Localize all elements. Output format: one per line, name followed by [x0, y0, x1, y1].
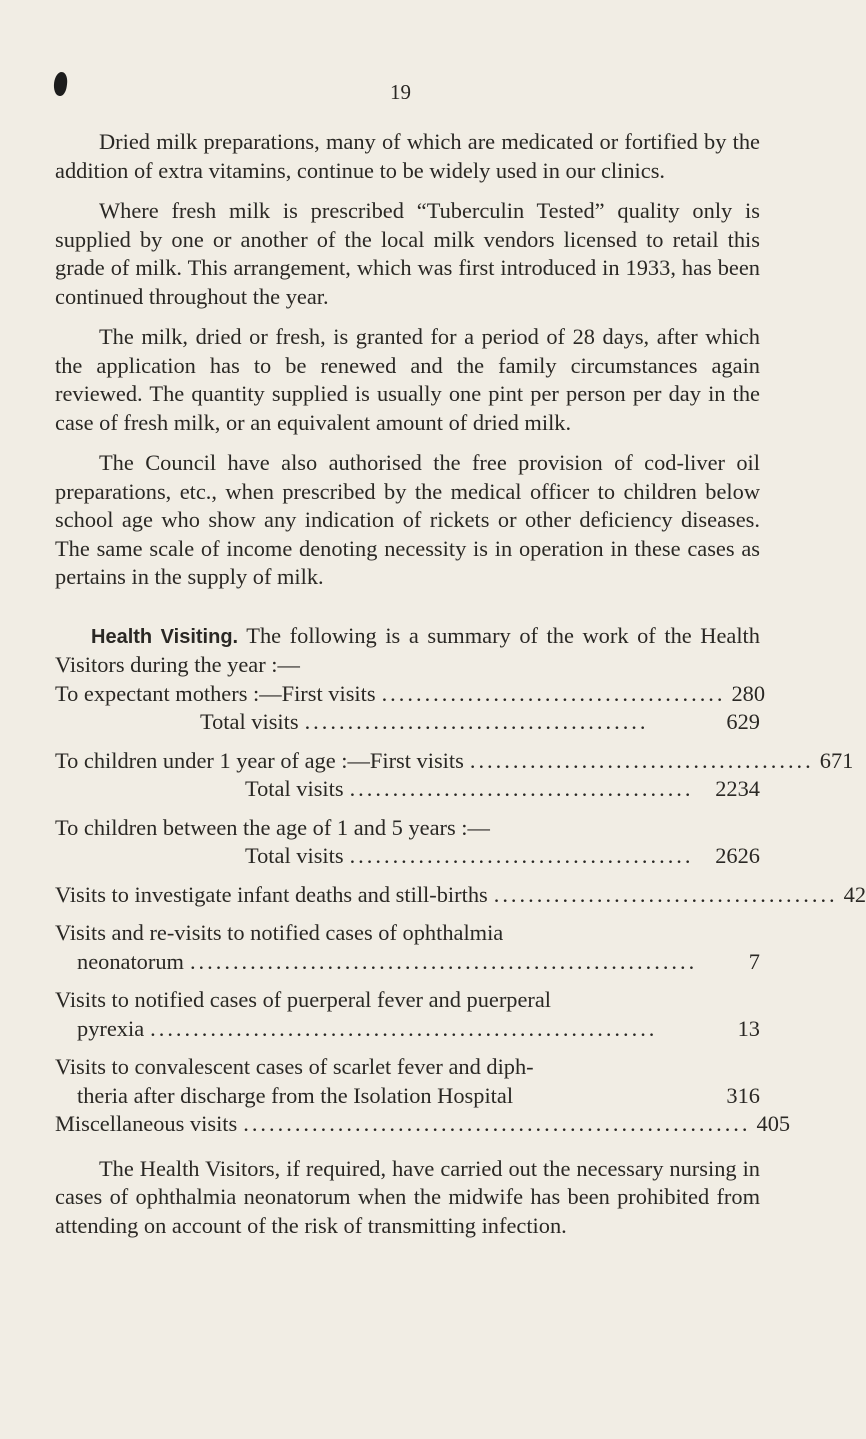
value-scarlet-fever: 316 — [726, 1082, 760, 1108]
group-miscellaneous — [55, 1110, 791, 1139]
value-puerperal: 13 — [737, 1015, 760, 1041]
health-visits-summary — [55, 680, 866, 1139]
group-scarlet-fever: Visits to convalescent cases of scarlet fever and diph- theria after discharge from the Isolation Hospital 316 — [55, 1053, 760, 1110]
row-scarlet-fever: theria after discharge from the Isolation Hospital 316 — [55, 1082, 760, 1111]
group-under-1 — [55, 747, 854, 804]
value-1to5-total: 2626 — [715, 843, 760, 868]
row-puerperal: pyrexia ........................................................... 13 — [55, 1015, 760, 1044]
health-visiting-intro — [55, 622, 760, 680]
group-ophthalmia: Visits and re-visits to notified cases of ophthalmia neonatorum ........................................................... 7 — [55, 919, 760, 976]
paragraph-dried-milk: Dried milk preparations, many of which are medicated or fortified by the addition of extra vitamins, continue to be widely used in our clinics. — [55, 129, 760, 183]
value-infant-deaths: 42 — [843, 881, 866, 907]
value-miscellaneous: 405 — [756, 1111, 791, 1136]
label-1-to-5: To children between the age of 1 and 5 years :— — [55, 814, 490, 840]
paragraph-cod-liver-oil: The Council have also authorised the free provision of cod-liver oil preparations, etc., when prescribed by the medical officer to children below school age who show any indication of rickets or other deficiency diseases. The same scale of income denoting necessity is in operation in these cases as pertains in the supply of milk. — [55, 450, 760, 589]
value-expectant-first: 280 — [731, 680, 766, 706]
row-expectant-first: To expectant mothers :—First visits ........................................ 280 — [55, 680, 760, 709]
row-expectant-total: Total visits ........................................ 629 — [55, 708, 760, 737]
row-infant-deaths: Visits to investigate infant deaths and still-births ........................................ 42 — [55, 881, 760, 910]
paragraph-fresh-milk: Where fresh milk is prescribed “Tuberculin Tested” quality only is supplied by one or another of the local milk vendors licensed to retail this grade of milk. This arrangement, which was first introduced in 1933, has been continued throughout the year. — [55, 198, 760, 309]
page-number: 19 — [390, 80, 411, 104]
row-under1-first: To children under 1 year of age :—First visits ........................................ 671 — [55, 747, 760, 776]
row-1to5-total: Total visits ........................................ 2626 — [55, 842, 760, 871]
paragraph-closing: The Health Visitors, if required, have carried out the necessary nursing in cases of ophthalmia neonatorum when the midwife has been prohibited from attending on account of the risk of transmitting infection. — [55, 1155, 760, 1238]
group-1-to-5 — [55, 814, 760, 871]
paragraph-milk-period: The milk, dried or fresh, is granted for a period of 28 days, after which the application has to be renewed and the family circumstances again reviewed. The quantity supplied is usually one pint per person per day in the case of fresh milk, or an equivalent amount of dried milk. — [55, 324, 760, 435]
health-visiting-intro-text: The following is a summary of the work of the Health Visitors during the year :— — [55, 622, 760, 677]
health-visiting-heading: Health Visiting. — [91, 625, 239, 648]
group-infant-deaths — [55, 881, 866, 910]
row-miscellaneous: Miscellaneous visits ........................................................... 405 — [55, 1110, 760, 1139]
group-puerperal: Visits to notified cases of puerperal fever and puerperal pyrexia ........................................................... 13 — [55, 986, 760, 1043]
page-body — [55, 128, 866, 1240]
value-ophthalmia: 7 — [748, 948, 760, 974]
value-expectant-total: 629 — [726, 709, 760, 734]
row-under1-total: Total visits ........................................ 2234 — [55, 775, 760, 804]
row-ophthalmia: neonatorum ........................................................... 7 — [55, 948, 760, 977]
value-under1-first: 671 — [819, 747, 854, 773]
value-under1-total: 2234 — [715, 776, 760, 801]
